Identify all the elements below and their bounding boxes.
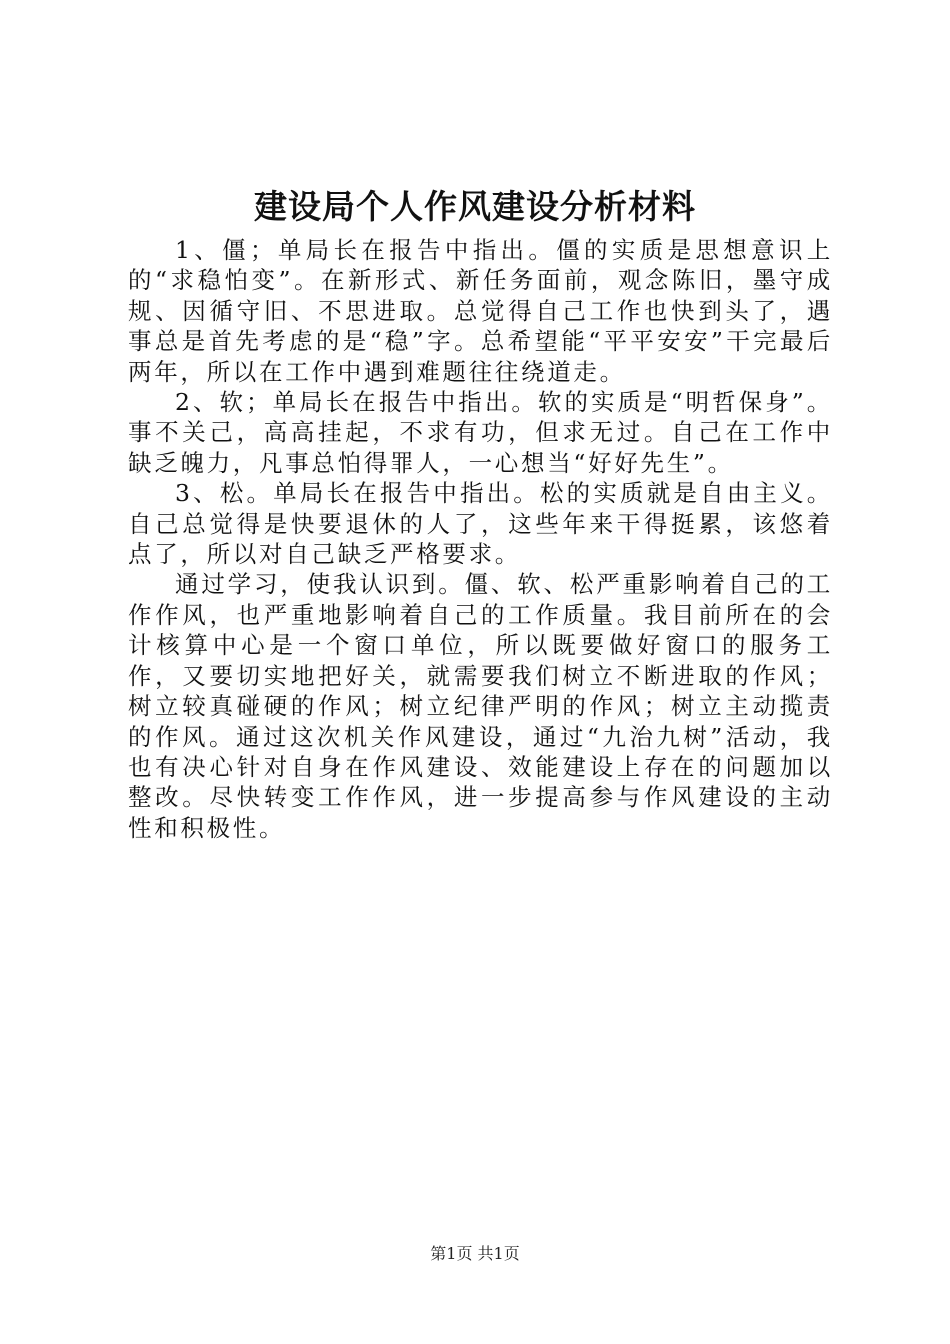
document-body — [128, 235, 833, 843]
paragraph-loose: 3、松。单局长在报告中指出。松的实质就是自由主义。自己总觉得是快要退休的人了，这些年来干得挺累，该悠着点了，所以对自己缺乏严格要求。 — [128, 479, 833, 569]
page-footer: 第1页 共1页 — [430, 1244, 520, 1263]
paragraph-soft: 2、软；单局长在报告中指出。软的实质是“明哲保身”。事不关己，高高挂起，不求有功，但求无过。自己在工作中缺乏魄力，凡事总怕得罪人，一心想当“好好先生”。 — [128, 388, 833, 477]
document-title: 建设局个人作风建设分析材料 — [254, 187, 696, 226]
paragraph-stiff: 1、僵；单局长在报告中指出。僵的实质是思想意识上的“求稳怕变”。在新形式、新任务面前，观念陈旧，墨守成规、因循守旧、不思进取。总觉得自己工作也快到头了，遇事总是首先考虑的是“稳”字。总希望能“平平安安”干完最后两年，所以在工作中遇到难题往往绕道走。 — [128, 236, 833, 386]
paragraph-conclusion: 通过学习，使我认识到。僵、软、松严重影响着自己的工作作风，也严重地影响着自己的工作质量。我目前所在的会计核算中心是一个窗口单位，所以既要做好窗口的服务工作，又要切实地把好关，就需要我们树立不断进取的作风；树立较真碰硬的作风；树立纪律严明的作风；树立主动揽责的作风。通过这次机关作风建设，通过“九治九树”活动，我也有决心针对自身在作风建设、效能建设上存在的问题加以整改。尽快转变工作作风，进一步提高参与作风建设的主动性和积极性。 — [128, 570, 833, 842]
